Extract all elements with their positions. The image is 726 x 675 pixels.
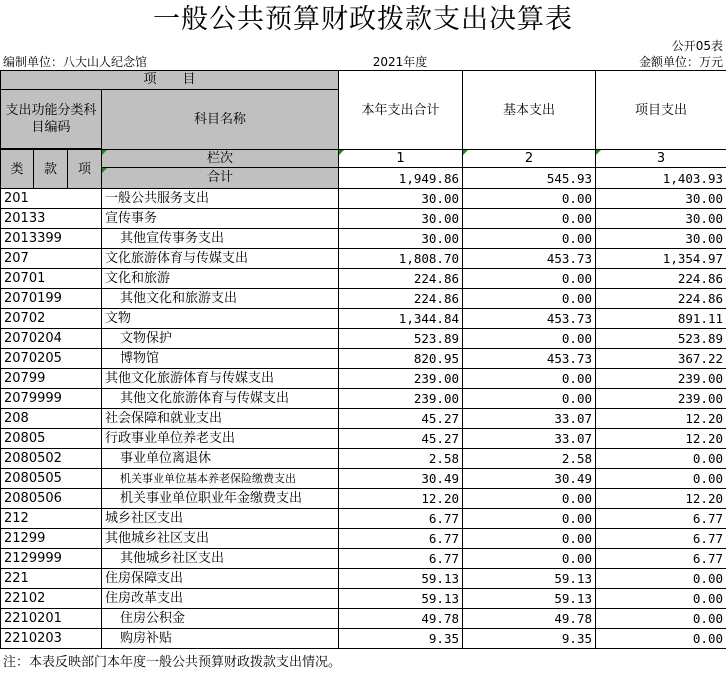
row-code: 2210203 [1,629,102,649]
row-basic: 0.00 [463,329,596,349]
row-subject-name: 文物保护 [102,329,339,349]
row-project: 0.00 [596,569,726,589]
row-basic: 0.00 [463,269,596,289]
row-project: 224.86 [596,289,726,309]
table-row [1,289,726,309]
row-subject-name: 住房改革支出 [102,589,339,609]
row-total: 820.95 [339,349,463,369]
row-total: 9.35 [339,629,463,649]
form-number: 公开05表 [671,39,723,53]
row-project: 30.00 [596,229,726,249]
row-subject-name: 事业单位离退休 [102,449,339,469]
table-row [1,209,726,229]
row-subject-name: 购房补贴 [102,629,339,649]
row-total: 45.27 [339,409,463,429]
row-total: 6.77 [339,509,463,529]
row-code: 221 [1,569,102,589]
row-project: 6.77 [596,509,726,529]
row-code: 2129999 [1,549,102,569]
row-project: 0.00 [596,629,726,649]
table-row [1,249,726,269]
fiscal-year: 2021年度 [372,55,428,69]
header-lanci: 栏次 [102,150,339,168]
row-subject-name: 住房公积金 [102,609,339,629]
row-total: 30.00 [339,209,463,229]
row-code: 20702 [1,309,102,329]
row-subject-name: 城乡社区支出 [102,509,339,529]
row-code: 2070205 [1,349,102,369]
report-title: 一般公共预算财政拨款支出决算表 [153,4,573,35]
col-number-1: 1 [339,150,463,168]
table-row [1,349,726,369]
row-subject-name: 文化旅游体育与传媒支出 [102,249,339,269]
row-total: 30.00 [339,189,463,209]
row-project: 6.77 [596,549,726,569]
header-lei: 类 [1,150,34,189]
row-subject-name: 其他城乡社区支出 [102,549,339,569]
row-code: 201 [1,189,102,209]
row-subject-name: 一般公共服务支出 [102,189,339,209]
compiling-unit: 编制单位：八大山人纪念馆 [3,55,148,69]
row-subject-name: 机关事业单位职业年金缴费支出 [102,489,339,509]
table-row [1,269,726,289]
row-total: 6.77 [339,529,463,549]
row-code: 20805 [1,429,102,449]
row-code: 2210201 [1,609,102,629]
row-basic: 30.49 [463,469,596,489]
expenditure-table [0,70,726,649]
header-func-code: 支出功能分类科目编码 [1,90,102,149]
row-code: 20701 [1,269,102,289]
row-total: 1,808.70 [339,249,463,269]
row-project: 0.00 [596,589,726,609]
row-total: 239.00 [339,369,463,389]
row-project: 239.00 [596,389,726,409]
row-code: 2080505 [1,469,102,489]
row-basic: 0.00 [463,229,596,249]
row-total: 30.49 [339,469,463,489]
row-total: 2.58 [339,449,463,469]
row-code: 22102 [1,589,102,609]
row-code: 208 [1,409,102,429]
row-subject-name: 文化和旅游 [102,269,339,289]
row-project: 239.00 [596,369,726,389]
row-total: 523.89 [339,329,463,349]
table-row [1,449,726,469]
row-code: 2013399 [1,229,102,249]
header-xiang: 项 [68,150,102,189]
row-subject-name: 其他文化旅游体育与传媒支出 [102,369,339,389]
col-number-2: 2 [463,150,596,168]
row-project: 0.00 [596,609,726,629]
header-kuan: 款 [34,150,68,189]
table-row [1,229,726,249]
row-subject-name: 其他城乡社区支出 [102,529,339,549]
table-row [1,389,726,409]
table-row [1,629,726,649]
header-subject-name: 科目名称 [102,90,339,150]
row-basic: 453.73 [463,309,596,329]
table-row [1,609,726,629]
row-project: 224.86 [596,269,726,289]
row-basic: 59.13 [463,569,596,589]
header-col-total: 本年支出合计 [339,71,463,150]
row-total: 59.13 [339,589,463,609]
table-row [1,489,726,509]
row-code: 2070204 [1,329,102,349]
table-row [1,189,726,209]
row-basic: 59.13 [463,589,596,609]
row-project: 0.00 [596,449,726,469]
row-subject-name: 行政事业单位养老支出 [102,429,339,449]
row-code: 20799 [1,369,102,389]
row-total: 12.20 [339,489,463,509]
header-project: 项 目 [1,71,339,90]
table-row [1,569,726,589]
row-code: 212 [1,509,102,529]
row-basic: 2.58 [463,449,596,469]
row-project: 891.11 [596,309,726,329]
row-basic: 33.07 [463,409,596,429]
row-basic: 0.00 [463,549,596,569]
row-code: 2070199 [1,289,102,309]
row-total: 45.27 [339,429,463,449]
row-project: 367.22 [596,349,726,369]
row-basic: 49.78 [463,609,596,629]
row-basic: 9.35 [463,629,596,649]
table-row [1,309,726,329]
row-basic: 0.00 [463,529,596,549]
row-project: 6.77 [596,529,726,549]
table-row [1,409,726,429]
row-code: 2080502 [1,449,102,469]
row-basic: 0.00 [463,389,596,409]
row-total: 59.13 [339,569,463,589]
row-code: 21299 [1,529,102,549]
row-project: 30.00 [596,189,726,209]
row-basic: 0.00 [463,209,596,229]
footnote: 注：本表反映部门本年度一般公共预算财政拨款支出情况。 [3,655,342,670]
table-row [1,549,726,569]
row-total: 224.86 [339,289,463,309]
table-row [1,589,726,609]
row-basic: 453.73 [463,249,596,269]
row-subject-name: 博物馆 [102,349,339,369]
total-basic: 545.93 [463,168,596,189]
header-col-project: 项目支出 [596,71,726,150]
row-basic: 0.00 [463,509,596,529]
total-label: 合计 [102,168,339,189]
row-basic: 33.07 [463,429,596,449]
row-subject-name: 其他宣传事务支出 [102,229,339,249]
row-project: 1,354.97 [596,249,726,269]
row-total: 224.86 [339,269,463,289]
row-subject-name: 社会保障和就业支出 [102,409,339,429]
row-total: 30.00 [339,229,463,249]
total-sum: 1,949.86 [339,168,463,189]
table-row [1,429,726,449]
total-project: 1,403.93 [596,168,726,189]
row-basic: 0.00 [463,289,596,309]
row-project: 12.20 [596,489,726,509]
row-basic: 453.73 [463,349,596,369]
row-subject-name: 住房保障支出 [102,569,339,589]
row-basic: 0.00 [463,369,596,389]
col-number-3: 3 [596,150,726,168]
row-subject-name: 其他文化和旅游支出 [102,289,339,309]
header-col-basic: 基本支出 [463,71,596,150]
table-row [1,469,726,489]
table-row [1,329,726,349]
table-row [1,529,726,549]
row-project: 523.89 [596,329,726,349]
row-code: 2079999 [1,389,102,409]
table-row [1,369,726,389]
row-basic: 0.00 [463,189,596,209]
row-project: 12.20 [596,429,726,449]
row-total: 1,344.84 [339,309,463,329]
row-subject-name: 其他文化旅游体育与传媒支出 [102,389,339,409]
row-project: 30.00 [596,209,726,229]
row-code: 20133 [1,209,102,229]
row-total: 239.00 [339,389,463,409]
row-total: 49.78 [339,609,463,629]
money-unit: 金额单位：万元 [638,55,723,69]
row-project: 12.20 [596,409,726,429]
row-subject-name: 宣传事务 [102,209,339,229]
row-code: 207 [1,249,102,269]
row-total: 6.77 [339,549,463,569]
row-basic: 0.00 [463,489,596,509]
row-subject-name: 机关事业单位基本养老保险缴费支出 [102,469,339,489]
row-project: 0.00 [596,469,726,489]
row-subject-name: 文物 [102,309,339,329]
row-code: 2080506 [1,489,102,509]
table-row [1,509,726,529]
